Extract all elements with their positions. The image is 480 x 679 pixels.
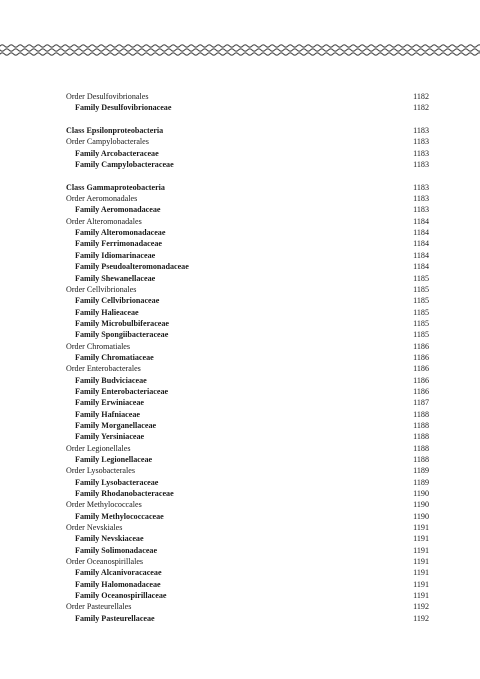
toc-page-number: 1183 [413, 126, 429, 136]
toc-entry-title: Family Halomonadaceae [75, 579, 161, 589]
toc-entry-title: Family Halieaceae [75, 307, 139, 317]
toc-page-number: 1187 [413, 398, 429, 408]
toc-page-number: 1188 [413, 455, 429, 464]
toc-entry-family[interactable] [66, 397, 429, 408]
wave-line [0, 45, 480, 47]
toc-page-number: 1191 [413, 534, 429, 544]
toc-page-number: 1183 [413, 148, 429, 158]
toc-entry-title: Family Legionellaceae [75, 455, 153, 464]
toc-entry-title: Order Oceanospirillales [66, 557, 144, 567]
toc-entry-title: Family Chromatiaceae [75, 352, 154, 362]
toc-entry-title: Family Ferrimonadaceae [75, 239, 162, 249]
toc-entry-family[interactable] [66, 488, 429, 499]
toc-page-number: 1183 [413, 137, 429, 147]
toc-entry-title: Family Nevskiaceae [75, 534, 144, 544]
toc-page-number: 1185 [413, 296, 429, 306]
toc-page-number: 1191 [413, 579, 429, 589]
toc-page-number: 1183 [413, 205, 429, 215]
toc-entry-title: Order Pasteurellales [66, 602, 132, 612]
toc-entry-title: Family Shewanellaceae [75, 273, 156, 283]
toc-page-number: 1191 [413, 523, 429, 533]
toc-page-number: 1186 [413, 386, 429, 396]
toc-entry-title: Family Methylococcaceae [75, 511, 164, 521]
toc-page-number: 1184 [413, 216, 429, 226]
toc-page-number: 1188 [413, 420, 429, 430]
toc-entry-title: Family Microbulbiferaceae [75, 318, 170, 328]
section-spacer [66, 114, 429, 125]
toc-entry-class[interactable] [66, 125, 429, 136]
toc-entry-title: Order Cellvibrionales [66, 284, 137, 294]
toc-entry-family[interactable] [66, 307, 429, 318]
toc-entry-title: Order Alteromonadales [66, 216, 142, 226]
toc-entry-title: Class Epsilonproteobacteria [66, 126, 164, 136]
toc-page-number: 1191 [413, 568, 429, 578]
toc-entry-family[interactable] [66, 148, 429, 159]
toc-entry-title: Family Alcanivoracaceae [75, 568, 162, 578]
toc-entry-family[interactable] [66, 352, 429, 363]
toc-entry-title: Family Rhodanobacteraceae [75, 489, 174, 499]
toc-page-number: 1184 [413, 228, 429, 238]
toc-page-number: 1191 [413, 545, 429, 555]
toc-entry-order[interactable] [66, 499, 429, 510]
toc-entry-order[interactable] [66, 363, 429, 374]
toc-entry-family[interactable] [66, 295, 429, 306]
toc-entry-family[interactable] [66, 375, 429, 386]
toc-page-number: 1188 [413, 443, 429, 453]
toc-entry-title: Family Pseudoalteromonadaceae [75, 262, 189, 272]
toc-page-number: 1184 [413, 250, 429, 260]
toc-entry-class[interactable] [66, 182, 429, 193]
toc-page-number: 1192 [413, 613, 429, 623]
toc-entry-family[interactable] [66, 545, 429, 556]
toc-entry-title: Family Lysobacteraceae [75, 477, 159, 487]
toc-entry-family[interactable] [66, 238, 429, 249]
toc-entry-title: Family Hafniaceae [75, 409, 140, 419]
toc-page-number: 1185 [413, 307, 429, 317]
toc-entry-order[interactable] [66, 443, 429, 454]
toc-entry-family[interactable] [66, 409, 429, 420]
wave-line [0, 53, 480, 55]
toc-entry-title: Order Aeromonadales [66, 194, 138, 204]
toc-page-number: 1192 [413, 602, 429, 612]
toc-page-number: 1184 [413, 262, 429, 272]
toc-entry-title: Family Cellvibrionaceae [75, 296, 160, 306]
toc-entry-order[interactable] [66, 465, 429, 476]
toc-page-number: 1191 [413, 591, 429, 601]
toc-entry-title: Order Campylobacterales [66, 137, 149, 147]
toc-entry-title: Family Spongiibacteraceae [75, 330, 169, 340]
toc-page-number: 1186 [413, 341, 429, 351]
toc-entry-family[interactable] [66, 227, 429, 238]
toc-page-number: 1188 [413, 409, 429, 419]
toc-entry-family[interactable] [66, 102, 429, 113]
toc-entry-order[interactable] [66, 91, 429, 102]
toc-page-number: 1182 [413, 103, 429, 113]
table-of-contents [66, 91, 429, 624]
toc-entry-title: Family Arcobacteraceae [75, 148, 159, 158]
toc-page-number: 1189 [413, 466, 429, 476]
toc-entry-family[interactable] [66, 613, 429, 624]
toc-page-number: 1185 [413, 318, 429, 328]
toc-entry-family[interactable] [66, 318, 429, 329]
toc-page-number: 1190 [413, 511, 429, 521]
toc-entry-order[interactable] [66, 284, 429, 295]
toc-entry-family[interactable] [66, 511, 429, 522]
toc-entry-title: Order Lysobacterales [66, 466, 135, 476]
toc-entry-family[interactable] [66, 386, 429, 397]
toc-entry-order[interactable] [66, 601, 429, 612]
toc-entry-order[interactable] [66, 341, 429, 352]
toc-entry-title: Order Chromatiales [66, 341, 131, 351]
toc-page-number: 1183 [413, 194, 429, 204]
toc-entry-title: Family Oceanospirillaceae [75, 591, 167, 601]
toc-entry-title: Family Yersiniaceae [75, 432, 145, 442]
toc-entry-family[interactable] [66, 329, 429, 340]
toc-entry-title: Order Methylococcales [66, 500, 142, 510]
toc-page-number: 1189 [413, 477, 429, 487]
toc-page-number: 1186 [413, 375, 429, 385]
toc-entry-family[interactable] [66, 567, 429, 578]
toc-entry-title: Family Alteromonadaceae [75, 228, 166, 238]
toc-entry-title: Order Desulfovibrionales [66, 92, 149, 101]
toc-entry-family[interactable] [66, 431, 429, 442]
toc-page-number: 1183 [413, 160, 429, 170]
toc-page-number: 1185 [413, 330, 429, 340]
toc-entry-title: Order Legionellales [66, 443, 131, 453]
toc-entry-family[interactable] [66, 454, 429, 465]
toc-entry-family[interactable] [66, 261, 429, 272]
toc-entry-family[interactable] [66, 159, 429, 170]
toc-entry-family[interactable] [66, 420, 429, 431]
toc-entry-title: Family Enterobacteriaceae [75, 386, 169, 396]
toc-entry-family[interactable] [66, 250, 429, 261]
toc-page-number: 1190 [413, 500, 429, 510]
toc-entry-title: Family Budviciaceae [75, 375, 147, 385]
toc-entry-family[interactable] [66, 477, 429, 488]
toc-entry-family[interactable] [66, 579, 429, 590]
toc-entry-title: Order Nevskiales [66, 523, 123, 533]
toc-entry-order[interactable] [66, 556, 429, 567]
toc-entry-family[interactable] [66, 590, 429, 601]
toc-page-number: 1185 [413, 284, 429, 294]
toc-entry-title: Family Aeromonadaceae [75, 205, 161, 215]
toc-entry-order[interactable] [66, 193, 429, 204]
toc-entry-order[interactable] [66, 522, 429, 533]
toc-entry-title: Family Pasteurellaceae [75, 613, 155, 623]
toc-entry-family[interactable] [66, 273, 429, 284]
toc-page-number: 1188 [413, 432, 429, 442]
toc-entry-order[interactable] [66, 216, 429, 227]
toc-entry-title: Family Campylobacteraceae [75, 160, 174, 170]
toc-entry-title: Family Solimonadaceae [75, 545, 158, 555]
toc-page-number: 1186 [413, 352, 429, 362]
section-spacer [66, 170, 429, 181]
toc-entry-title: Family Morganellaceae [75, 420, 157, 430]
toc-entry-order[interactable] [66, 136, 429, 147]
toc-entry-title: Class Gammaproteobacteria [66, 182, 165, 192]
toc-page-number: 1182 [413, 92, 429, 101]
toc-entry-family[interactable] [66, 533, 429, 544]
toc-page-number: 1185 [413, 273, 429, 283]
toc-page-number: 1191 [413, 557, 429, 567]
toc-page-number: 1183 [413, 182, 429, 192]
toc-entry-title: Family Idiomarinaceae [75, 250, 156, 260]
toc-entry-family[interactable] [66, 204, 429, 215]
wave-border-decoration [0, 42, 480, 62]
toc-page-number: 1190 [413, 489, 429, 499]
toc-page-number: 1184 [413, 239, 429, 249]
toc-page-number: 1186 [413, 364, 429, 374]
wave-line [0, 49, 480, 51]
toc-entry-title: Family Erwiniaceae [75, 398, 145, 408]
toc-entry-title: Family Desulfovibrionaceae [75, 103, 172, 113]
toc-entry-title: Order Enterobacterales [66, 364, 141, 374]
